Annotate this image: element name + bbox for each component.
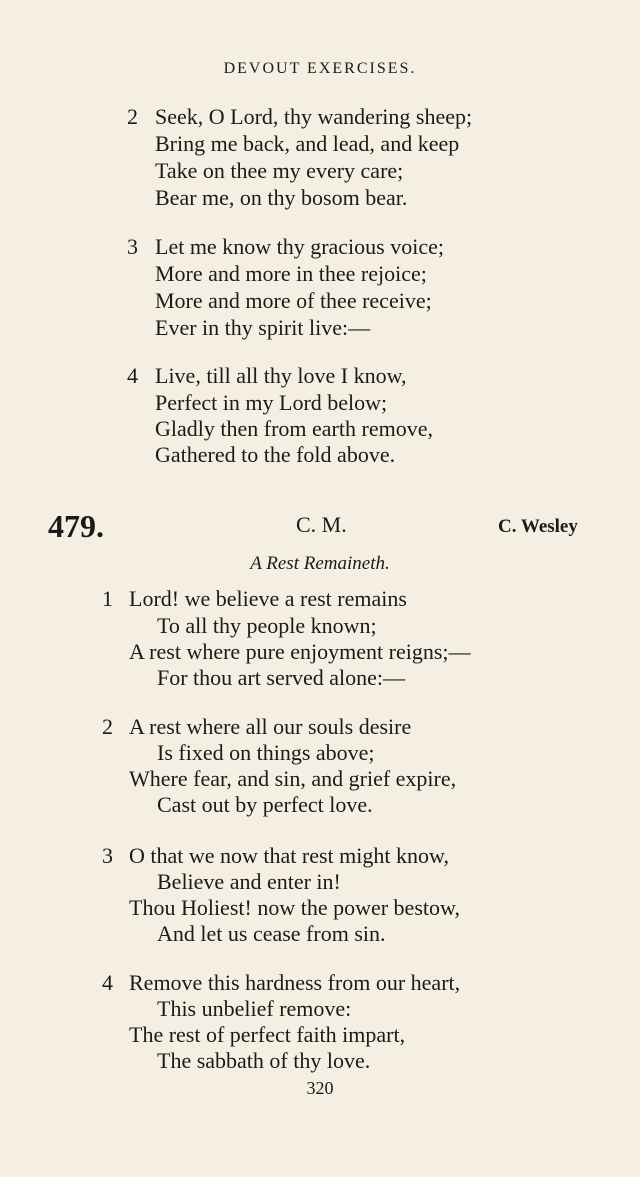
hymn-meter: C. M.	[296, 512, 347, 537]
verse-number: 1	[102, 586, 113, 611]
verse-line: Take on thee my every care;	[155, 158, 404, 183]
verse-number: 4	[102, 970, 113, 995]
verse-line: The sabbath of thy love.	[157, 1048, 371, 1073]
verse-number: 3	[102, 843, 113, 868]
verse-line: Thou Holiest! now the power bestow,	[129, 895, 460, 920]
page-number: 320	[306, 1078, 334, 1098]
verse-line: Bring me back, and lead, and keep	[155, 131, 460, 156]
verse-number: 2	[127, 104, 138, 129]
verse-line: Is fixed on things above;	[157, 740, 375, 765]
verse-line: Where fear, and sin, and grief expire,	[129, 766, 457, 791]
hymn-title: A Rest Remaineth.	[250, 553, 390, 574]
verse-line: Gladly then from earth remove,	[155, 416, 433, 441]
verse-line: A rest where pure enjoyment reigns;—	[129, 639, 471, 664]
verse-line: The rest of perfect faith impart,	[129, 1022, 406, 1047]
verse-line: To all thy people known;	[157, 613, 377, 638]
hymn-number: 479.	[48, 508, 104, 544]
verse-number: 3	[127, 234, 138, 259]
hymn-author: C. Wesley	[498, 516, 578, 537]
verse-line: Bear me, on thy bosom bear.	[155, 185, 408, 210]
verse-line: Seek, O Lord, thy wandering sheep;	[155, 104, 473, 129]
verse-line: Live, till all thy love I know,	[155, 363, 407, 388]
verse-line: And let us cease from sin.	[157, 921, 386, 946]
verse-line: Let me know thy gracious voice;	[155, 234, 444, 259]
verse-number: 4	[127, 363, 138, 388]
verse-line: Cast out by perfect love.	[157, 792, 373, 817]
verse-line: For thou art served alone:—	[157, 665, 406, 690]
verse-line: Perfect in my Lord below;	[155, 390, 388, 415]
verse-line: Remove this hardness from our heart,	[129, 970, 461, 995]
verse-number: 2	[102, 714, 113, 739]
verse-line: Believe and enter in!	[157, 869, 341, 894]
verse-line: More and more in thee rejoice;	[155, 261, 427, 286]
verse-line: This unbelief remove:	[157, 996, 352, 1021]
running-header: DEVOUT EXERCISES.	[223, 60, 417, 77]
verse-line: Ever in thy spirit live:—	[155, 315, 371, 340]
verse-line: Gathered to the fold above.	[155, 442, 396, 467]
verse-line: A rest where all our souls desire	[129, 714, 412, 739]
verse-line: O that we now that rest might know,	[129, 843, 449, 868]
verse-line: Lord! we believe a rest remains	[129, 586, 407, 611]
verse-line: More and more of thee receive;	[155, 288, 432, 313]
